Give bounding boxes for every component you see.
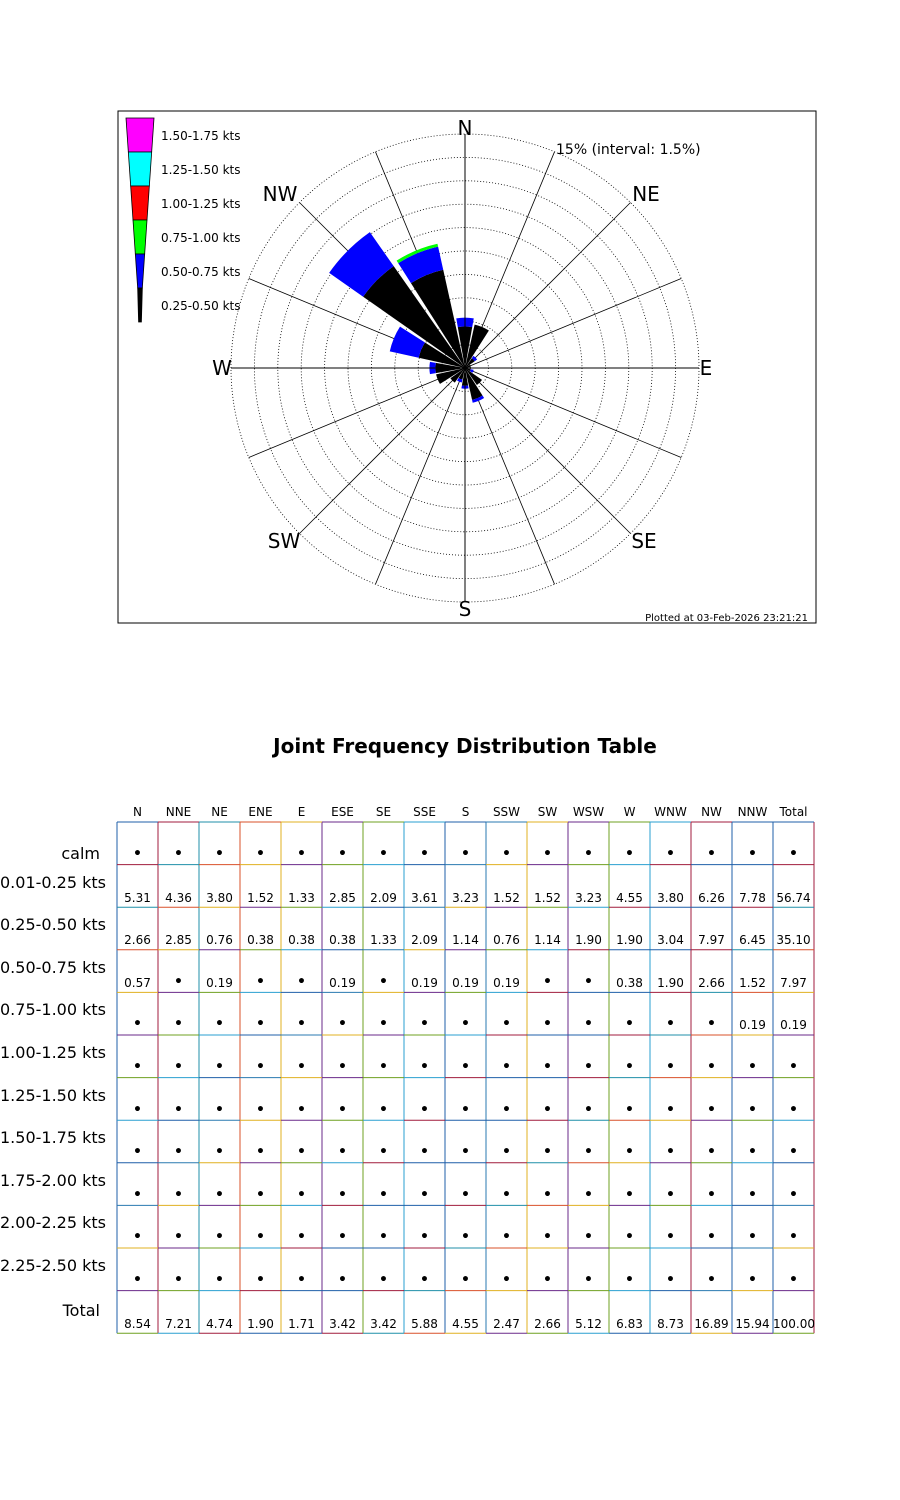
row-label: 2.00-2.25 kts [0,1213,106,1233]
table-cell: • [584,1229,593,1246]
column-header-wsw: WSW [572,805,605,819]
direction-label-n: N [457,116,473,140]
table-cell: 0.57 [124,975,151,990]
table-cell: • [420,1186,429,1203]
direction-label-nw: NW [262,182,298,206]
table-cell: • [461,1272,470,1288]
row-label: calm [61,844,100,863]
table-cell: 4.74 [206,1316,233,1331]
direction-label-e: E [699,356,713,380]
table-cell: 6.26 [698,890,725,905]
table-cell: 0.19 [780,1018,807,1033]
table-cell: • [174,1186,183,1203]
column-header-nw: NW [701,805,722,819]
table-cell: 3.23 [575,890,602,905]
table-cell: • [625,1272,634,1288]
table-cell: • [215,846,224,862]
table-cell: • [543,1059,552,1075]
table-cell: 7.97 [780,975,807,990]
table-cell: • [748,1144,757,1161]
table-cell: 56.74 [776,890,811,905]
table-cell: • [256,1059,265,1075]
table-cell: • [666,1016,675,1033]
table-cell: • [297,1272,306,1288]
table-cell: • [666,1186,675,1203]
table-cell: • [461,1059,470,1075]
table-cell: • [256,1101,265,1118]
table-cell: 2.47 [493,1316,520,1331]
table-cell: 4.55 [616,890,643,905]
table-cell: • [502,1229,511,1246]
table-cell: 1.52 [493,890,520,905]
table-cell: • [461,1229,470,1246]
row-label: 0.25-0.50 kts [0,915,106,935]
table-cell: • [584,973,593,990]
table-cell: • [666,1144,675,1161]
table-cell: 0.38 [247,933,274,948]
table-cell: • [707,1272,716,1288]
table-cell: • [625,1101,634,1118]
table-cell: • [379,1229,388,1246]
table-cell: 16.89 [694,1316,729,1331]
table-cell: 3.23 [452,890,479,905]
table-cell: • [174,1059,183,1075]
table-cell: • [748,1272,757,1288]
table-cell: • [133,1144,142,1161]
table-cell: • [420,1144,429,1161]
table-cell: • [297,1144,306,1161]
direction-label-sw: SW [267,529,301,553]
table-cell: 4.36 [165,890,192,905]
table-cell: • [174,1272,183,1288]
table-cell: • [379,846,388,862]
table-cell: • [543,973,552,990]
table-cell: 4.55 [452,1316,479,1331]
table-cell: • [502,846,511,862]
column-header-se: SE [375,805,392,819]
row-label: 0.50-0.75 kts [0,957,106,977]
table-cell: 0.19 [493,975,520,990]
row-label: 0.01-0.25 kts [0,872,106,892]
table-cell: • [133,846,142,862]
table-cell: • [256,1016,265,1033]
table-cell: • [543,1186,552,1203]
column-header-nnw: NNW [737,805,768,819]
table-cell: 1.52 [534,890,561,905]
table-cell: 2.09 [411,933,438,948]
table-cell: • [543,1016,552,1033]
table-cell: • [338,1101,347,1118]
legend-label: 0.25-0.50 kts [161,299,241,313]
table-cell: 1.90 [575,933,602,948]
table-cell: 3.04 [657,933,684,948]
table-cell: • [666,1229,675,1246]
table-cell: • [461,846,470,862]
table-cell: • [256,846,265,862]
table-cell: • [666,1101,675,1118]
table-cell: 0.19 [739,1018,766,1033]
table-cell: • [379,1144,388,1161]
column-header-ssw: SSW [492,805,521,819]
table-cell: • [174,846,183,862]
table-cell: • [379,973,388,990]
table-cell: • [338,1229,347,1246]
table-cell: • [174,973,183,990]
table-cell: 2.85 [165,933,192,948]
table-cell: • [174,1144,183,1161]
table-cell: 6.83 [616,1316,643,1331]
table-cell: • [625,846,634,862]
table-cell: • [420,1059,429,1075]
table-cell: • [748,1229,757,1246]
table-cell: • [338,1272,347,1288]
table-cell: 1.33 [370,933,397,948]
table-cell: • [379,1101,388,1118]
table-cell: • [215,1229,224,1246]
table-cell: 1.90 [616,933,643,948]
table-cell: • [297,1101,306,1118]
table-cell: • [215,1016,224,1033]
table-cell: • [543,1229,552,1246]
table-cell: • [420,1101,429,1118]
table-cell: • [379,1272,388,1288]
table-cell: • [502,1059,511,1075]
table-cell: 3.80 [657,890,684,905]
table-cell: • [420,1272,429,1288]
ring-interval-label: 15% (interval: 1.5%) [556,142,701,158]
table-cell: 5.12 [575,1316,602,1331]
table-cell: • [133,1229,142,1246]
table-cell: • [297,973,306,990]
table-cell: • [174,1229,183,1246]
table-cell: • [338,1144,347,1161]
column-header-s: S [461,805,470,819]
column-header-w: W [623,805,636,819]
table-cell: 3.61 [411,890,438,905]
table-cell: • [297,846,306,862]
table-cell: • [256,1229,265,1246]
table-cell: • [748,1186,757,1203]
table-cell: • [133,1016,142,1033]
row-label: 1.00-1.25 kts [0,1043,106,1062]
table-cell: • [256,973,265,990]
row-label: 1.75-2.00 kts [0,1170,106,1190]
table-cell: • [584,846,593,862]
table-cell: 1.14 [452,933,479,948]
table-cell: • [625,1186,634,1203]
column-header-total: Total [779,805,808,819]
table-cell: 3.42 [329,1316,356,1331]
column-header-wnw: WNW [654,805,687,819]
table-cell: 7.97 [698,933,725,948]
legend-label: 1.50-1.75 kts [161,129,241,143]
table-cell: • [461,1186,470,1203]
table-cell: 1.14 [534,933,561,948]
table-cell: • [625,1059,634,1075]
table-title: Joint Frequency Distribution Table [273,734,657,758]
column-header-ese: ESE [331,805,354,819]
table-cell: 1.71 [288,1316,315,1331]
table-cell: 0.76 [493,933,520,948]
table-cell: • [256,1272,265,1288]
table-cell: • [789,1186,798,1203]
table-cell: • [502,1186,511,1203]
table-cell: • [297,1016,306,1033]
table-cell: 0.19 [452,975,479,990]
row-label: Total [62,1300,100,1320]
table-cell: 0.38 [288,933,315,948]
table-cell: 1.33 [288,890,315,905]
table-cell: 1.90 [657,975,684,990]
table-cell: • [584,1272,593,1288]
table-cell: 2.66 [698,975,725,990]
row-label: 0.75-1.00 kts [0,1000,106,1020]
table-cell: • [133,1059,142,1075]
table-cell: • [338,1016,347,1033]
table-cell: 15.94 [735,1316,770,1331]
table-cell: 0.38 [616,975,643,990]
table-cell: 3.42 [370,1316,397,1331]
table-cell: 2.09 [370,890,397,905]
table-cell: • [707,1229,716,1246]
table-cell: • [584,1186,593,1203]
legend-label: 1.25-1.50 kts [161,163,241,177]
legend-label: 1.00-1.25 kts [161,197,241,211]
table-cell: • [420,1016,429,1033]
table-cell: • [543,846,552,862]
table-cell: • [502,1144,511,1161]
table-cell: • [256,1186,265,1203]
table-cell: • [461,1016,470,1033]
table-cell: • [379,1016,388,1033]
table-cell: 0.19 [411,975,438,990]
table-cell: 100.00 [773,1316,815,1331]
table-cell: • [625,1016,634,1033]
table-cell: 6.45 [739,933,766,948]
table-cell: • [215,1101,224,1118]
table-cell: • [666,846,675,862]
table-cell: • [625,1229,634,1246]
table-cell: • [789,1059,798,1075]
row-label: 1.25-1.50 kts [0,1085,106,1105]
table-cell: • [297,1229,306,1246]
table-cell: • [789,1272,798,1288]
table-cell: • [420,846,429,862]
table-cell: • [174,1101,183,1118]
table-cell: • [584,1101,593,1118]
table-cell: • [584,1144,593,1161]
column-header-ne: NE [211,805,228,819]
row-label: 1.50-1.75 kts [0,1128,106,1148]
legend-label: 0.75-1.00 kts [161,231,241,245]
table-cell: 5.88 [411,1316,438,1331]
table-cell: 8.73 [657,1316,684,1331]
table-cell: • [625,1144,634,1161]
table-cell: 1.52 [739,975,766,990]
table-cell: • [133,1186,142,1203]
plotted-timestamp: Plotted at 03-Feb-2026 23:21:21 [645,613,808,624]
table-cell: • [543,1144,552,1161]
column-header-e: E [297,805,306,819]
table-cell: • [297,1186,306,1203]
table-cell: • [215,1272,224,1288]
table-cell: • [256,1144,265,1161]
table-cell: • [789,1144,798,1161]
legend-label: 0.50-0.75 kts [161,265,241,279]
table-cell: 2.66 [534,1316,561,1331]
table-cell: • [707,1016,716,1033]
direction-label-ne: NE [632,182,660,206]
column-header-sw: SW [537,805,558,819]
column-header-nne: NNE [165,805,192,819]
table-cell: 0.76 [206,933,233,948]
direction-label-se: SE [631,529,657,553]
table-cell: • [379,1059,388,1075]
table-cell: • [502,1101,511,1118]
table-cell: 1.90 [247,1316,274,1331]
table-cell: • [748,1059,757,1075]
table-cell: • [707,1101,716,1118]
column-header-sse: SSE [413,805,436,819]
table-cell: • [789,1229,798,1246]
table-cell: 2.66 [124,933,151,948]
direction-label-w: W [212,356,232,380]
table-cell: • [748,846,757,862]
table-cell: • [707,846,716,862]
column-header-n: N [133,805,142,819]
table-cell: 7.21 [165,1316,192,1331]
table-cell: • [707,1059,716,1075]
table-cell: • [584,1016,593,1033]
table-cell: 0.19 [329,975,356,990]
table-cell: 7.78 [739,890,766,905]
table-cell: 5.31 [124,890,151,905]
column-header-ene: ENE [248,805,273,819]
table-cell: • [748,1101,757,1118]
table-cell: • [338,1186,347,1203]
table-cell: • [297,1059,306,1075]
table-cell: • [215,1144,224,1161]
table-cell: • [707,1144,716,1161]
table-cell: • [502,1016,511,1033]
table-cell: • [338,1059,347,1075]
table-cell: • [420,1229,429,1246]
table-cell: • [215,1059,224,1075]
table-cell: • [543,1101,552,1118]
table-cell: 1.52 [247,890,274,905]
table-cell: • [789,846,798,862]
table-cell: • [174,1016,183,1033]
table-cell: 0.38 [329,933,356,948]
table-cell: • [543,1272,552,1288]
table-cell: • [707,1186,716,1203]
table-cell: 3.80 [206,890,233,905]
table-cell: • [215,1186,224,1203]
table-cell: • [379,1186,388,1203]
direction-label-s: S [458,597,472,621]
table-cell: • [666,1272,675,1288]
table-cell: • [133,1272,142,1288]
table-cell: • [461,1101,470,1118]
table-cell: 2.85 [329,890,356,905]
table-cell: • [338,846,347,862]
table-cell: • [584,1059,593,1075]
table-cell: 8.54 [124,1316,151,1331]
table-cell: 35.10 [776,933,811,948]
table-cell: • [502,1272,511,1288]
table-cell: 0.19 [206,975,233,990]
row-label: 2.25-2.50 kts [0,1256,106,1275]
table-cell: • [133,1101,142,1118]
table-cell: • [461,1144,470,1161]
table-cell: • [666,1059,675,1075]
table-cell: • [789,1101,798,1118]
